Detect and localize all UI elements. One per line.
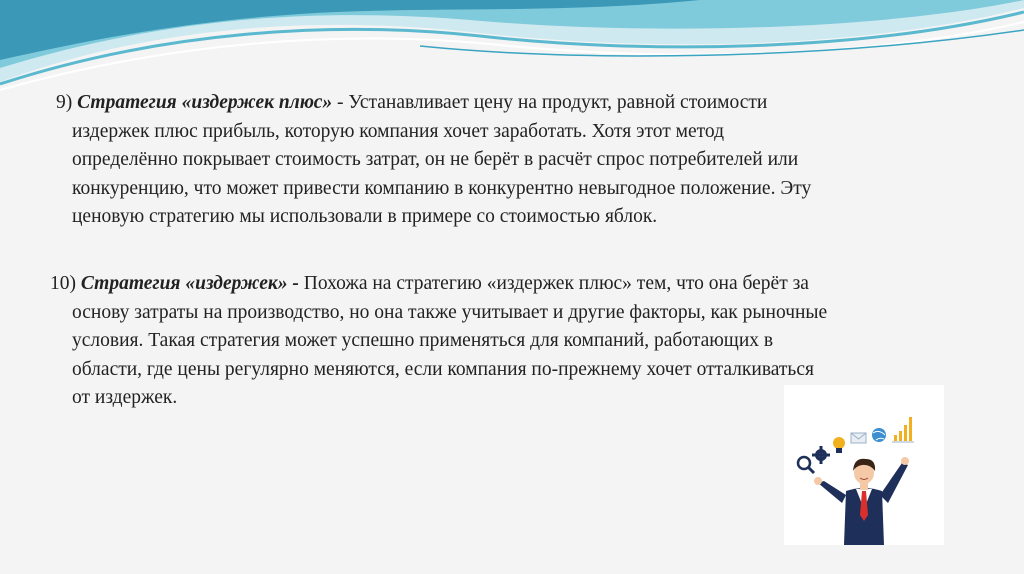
businessman-illustration	[784, 385, 944, 545]
paragraph-line	[50, 270, 990, 299]
paragraph-text: - Устанавливает цену на продукт, равной стоимости	[332, 92, 768, 113]
paragraph-cost-plus-strategy	[56, 89, 986, 232]
paragraph-line: издержек плюс прибыль, которую компания хочет заработать. Хотя этот метод	[72, 120, 725, 142]
globe-icon	[872, 428, 886, 442]
paragraph-line	[56, 89, 986, 118]
paragraph-text: Похожа на стратегию «издержек плюс» тем, что она берёт за	[298, 273, 809, 294]
paragraph-line: ценовую стратегию мы использовали в примере со стоимостью яблок.	[72, 206, 658, 227]
paragraph-line: области, где цены регулярно меняются, если компания по-прежнему хочет отталкиваться	[72, 358, 814, 380]
paragraph-line: конкуренцию, что может привести компанию в конкурентно невыгодное положение. Эту	[72, 177, 812, 199]
item-number: 10)	[50, 273, 81, 294]
item-number: 9)	[56, 92, 78, 113]
paragraph-line: определённо покрывает стоимость затрат, он не берёт в расчёт спрос потребителей или	[72, 149, 799, 170]
strategy-term: Стратегия «издержек плюс»	[77, 92, 333, 113]
paragraph-line: от издержек.	[72, 387, 178, 408]
envelope-icon	[851, 433, 866, 443]
strategy-term: Стратегия «издержек» -	[80, 273, 299, 294]
paragraph-line: условия. Такая стратегия может успешно применяться для компаний, работающих в	[72, 330, 774, 351]
paragraph-line: основу затраты на производство, но она также учитывает и другие факторы, как рыночные	[72, 301, 828, 323]
